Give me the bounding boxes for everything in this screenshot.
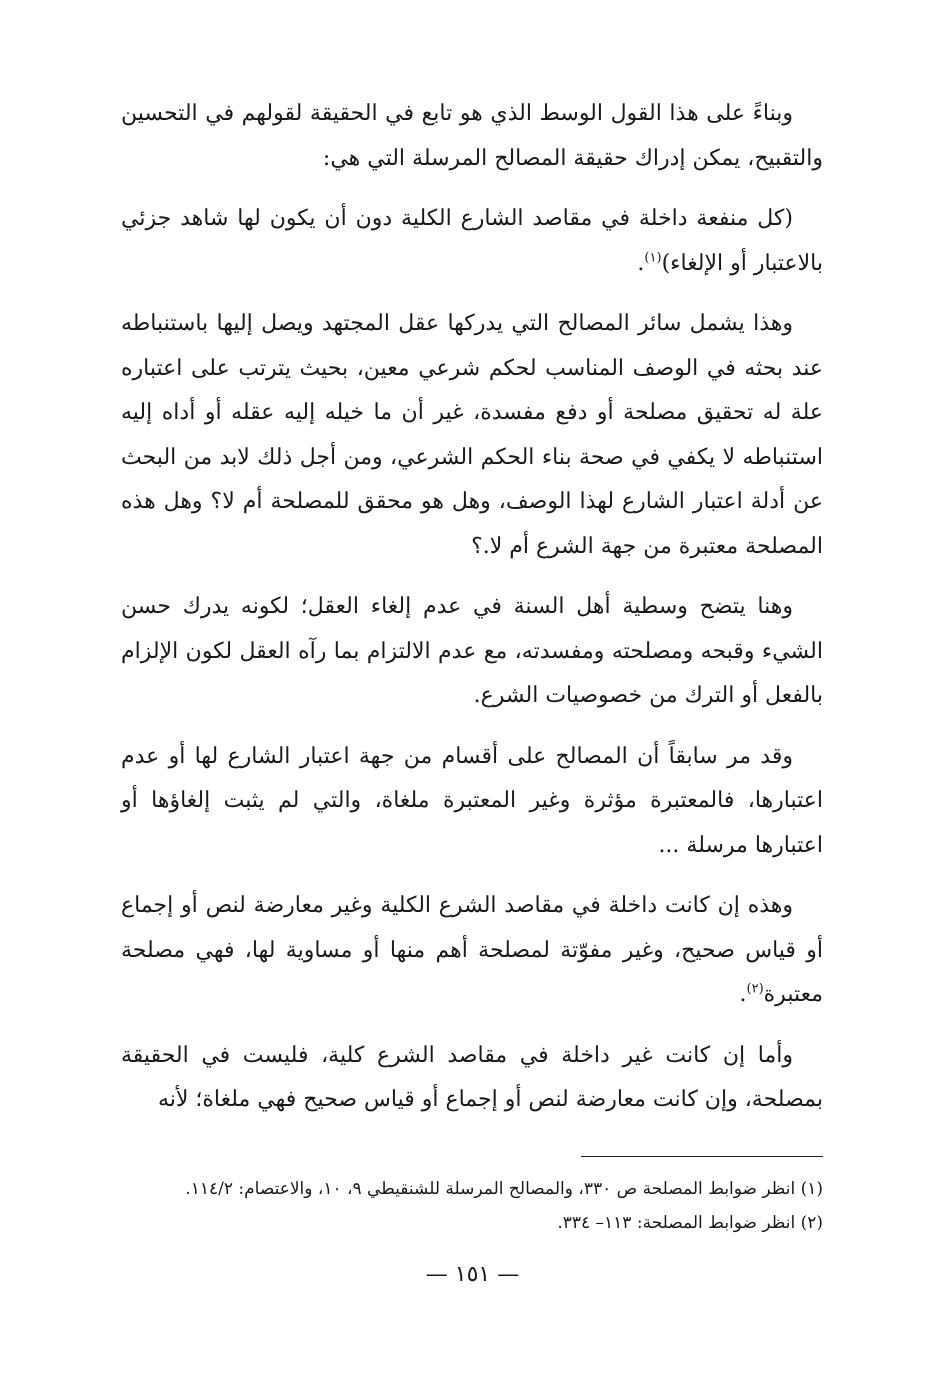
footnote-ref-2: (٢) <box>746 981 764 997</box>
paragraph-3 <box>121 302 823 569</box>
paragraph-7-text: وأما إن كانت غير داخلة في مقاصد الشرع كلية، فليست في الحقيقة بمصلحة، وإن كانت معارضة لنص أو إجماع أو قياس صحيح فهي ملغاة؛ لأنه <box>121 1042 823 1112</box>
footnote-ref-1: (١) <box>644 250 662 266</box>
paragraph-6-tail: . <box>739 982 747 1007</box>
paragraph-1-text: وبناءً على هذا القول الوسط الذي هو تابع في الحقيقة لقولهم في التحسين والتقبيح، يمكن إدراك حقيقة المصالح المرسلة التي هي: <box>121 101 823 171</box>
paragraph-4 <box>121 585 823 719</box>
paragraph-2-tail: . <box>637 250 645 276</box>
paragraph-1 <box>121 92 823 181</box>
paragraph-3-text: وهذا يشمل سائر المصالح التي يدركها عقل المجتهد ويصل إليها باستنباطه عند بحثه في الوصف المناسب لحكم شرعي معين، بحيث يترتب على اعتباره علة له تحقيق مصلحة أو دفع مفسدة، غير أن ما خيله إليه عقله أو أداه إليه استنباطه لا يكفي في صحة بناء الحكم الشرعي، ومن أجل ذلك لابد من البحث عن أدلة اعتبار الشارع لهذا الوصف، وهل هو محقق للمصلحة أم لا؟ وهل هذه المصلحة معتبرة من جهة الشرع أم لا.؟ <box>121 311 824 559</box>
paragraph-6 <box>121 884 823 1018</box>
paragraph-6-text: وهذه إن كانت داخلة في مقاصد الشرع الكلية وغير معارضة لنص أو إجماع أو قياس صحيح، وغير مفوّتة لمصلحة أهم منها أو مساوية لها، فهي مصلحة معتبرة <box>121 893 823 1007</box>
paragraph-4-text: وهنا يتضح وسطية أهل السنة في عدم إلغاء العقل؛ لكونه يدرك حسن الشيء وقبحه ومصلحته ومفسدته، مع عدم الالتزام بما رآه العقل لكون الإلزام بالفعل أو الترك من خصوصيات الشرع. <box>121 594 823 708</box>
page-number: — ١٥١ — <box>425 1262 520 1287</box>
footnotes <box>121 1172 823 1240</box>
paragraph-2-definition <box>121 197 823 286</box>
paragraph-5 <box>121 735 823 869</box>
footnote-2: (٢) انظر ضوابط المصلحة: ١١٣– ٣٣٤. <box>557 1213 823 1233</box>
paragraph-7 <box>121 1034 823 1123</box>
paragraph-2-text: (كل منفعة داخلة في مقاصد الشارع الكلية دون أن يكون لها شاهد جزئي بالاعتبار أو الإلغاء) <box>121 206 823 276</box>
paragraph-5-text: وقد مر سابقاً أن المصالح على أقسام من جهة اعتبار الشارع لها أو عدم اعتبارها، فالمعتبرة مؤثرة وغير المعتبرة ملغاة، والتي لم يثبت إلغاؤها أو اعتبارها مرسلة ... <box>121 743 823 858</box>
footnote-divider <box>581 1156 823 1157</box>
footnote-1: (١) انظر ضوابط المصلحة ص ٣٣٠، والمصالح المرسلة للشنقيطي ٩، ١٠، والاعتصام: ١١٤/٢. <box>185 1179 823 1199</box>
main-text <box>121 92 823 1139</box>
